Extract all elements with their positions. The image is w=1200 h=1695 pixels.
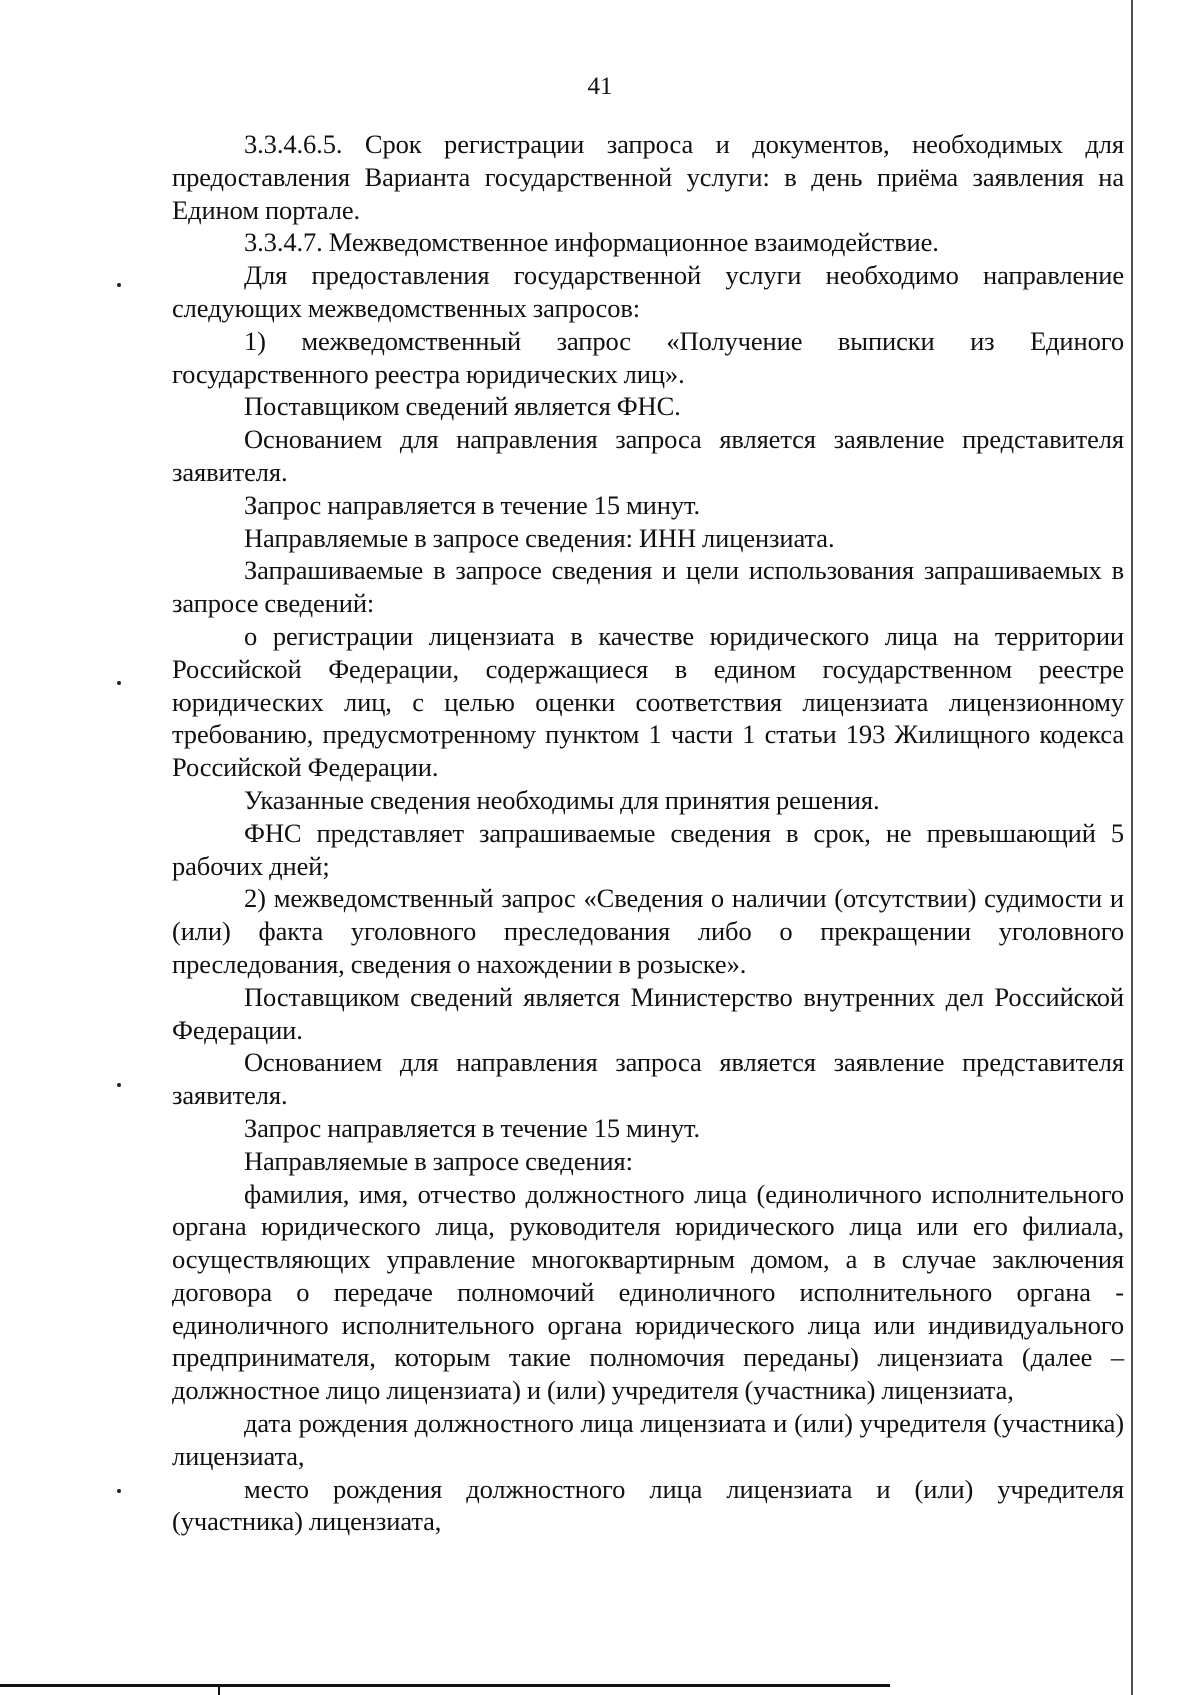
- paragraph-registration-info: о регистрации лицензиата в качестве юридического лица на территории Российской Федерации, содержащиеся в едином государственном реестре юридических лиц, с целью оценки соответствия лицензиата лицензионному требованию, предусмотренному пунктом 1 части 1 статьи 193 Жилищного кодекса Российской Федерации.: [172, 620, 1124, 783]
- paragraph-provider-fns: Поставщиком сведений является ФНС.: [244, 391, 681, 422]
- margin-mark: [117, 1083, 121, 1087]
- paragraph-timing-2: Запрос направляется в течение 15 минут.: [244, 1112, 701, 1143]
- paragraph-fns-deadline: ФНС представляет запрашиваемые сведения в срок, не превышающий 5 рабочих дней;: [172, 817, 1124, 881]
- paragraph-basis-1: Основанием для направления запроса является заявление представителя заявителя.: [172, 424, 1124, 487]
- paragraph-3-3-4-7-heading: 3.3.4.7. Межведомственное информационное взаимодействие.: [244, 227, 939, 258]
- paragraph-sent-data-2: Направляемые в запросе сведения:: [244, 1145, 633, 1176]
- paragraph-requested-data-1: Запрашиваемые в запросе сведения и цели использования запрашиваемых в запросе сведений:: [172, 555, 1124, 619]
- paragraph-request-2: 2) межведомственный запрос «Сведения о наличии (отсутствии) судимости и (или) факта уголовного преследования либо о прекращении уголовного преследования, сведения о нахождении в розыске».: [172, 883, 1124, 979]
- paragraph-basis-2: Основанием для направления запроса является заявление представителя заявителя.: [172, 1047, 1124, 1111]
- paragraph-timing-1: Запрос направляется в течение 15 минут.: [244, 489, 701, 520]
- paragraph-sent-data-1: Направляемые в запросе сведения: ИНН лицензиата.: [244, 522, 835, 553]
- paragraph-request-1: 1) межведомственный запрос «Получение выписки из Единого государственного реестра юридических лиц».: [172, 325, 1124, 389]
- paragraph-decision-note: Указанные сведения необходимы для принятия решения.: [244, 784, 880, 815]
- margin-mark: [117, 681, 121, 685]
- paragraph-full-name-item: фамилия, имя, отчество должностного лица (единоличного исполнительного органа юридического лица, руководителя юридического лица или его филиала, осуществляющих управление многоквартирным домом, а в случае заключения договора о передаче полномочий единоличного исполнительного органа - единоличного исполнительного органа юридического лица или индивидуального предпринимателя, которым такие полномочия переданы) лицензиата (далее – должностное лицо лицензиата) и (или) учредителя (участника) лицензиата,: [172, 1178, 1124, 1406]
- margin-mark: [117, 283, 121, 287]
- margin-mark: [117, 1489, 121, 1493]
- scan-bottom-border: [0, 1684, 890, 1695]
- paragraph-requests-intro: Для предоставления государственной услуги необходимо направление следующих межведомственных запросов:: [172, 260, 1124, 323]
- paragraph-3-3-4-6-5: 3.3.4.6.5. Срок регистрации запроса и документов, необходимых для предоставления Варианта государственной услуги: в день приёма заявления на Едином портале.: [172, 129, 1124, 225]
- scan-bottom-divider: [218, 1684, 220, 1695]
- scan-edge-line: [1131, 0, 1133, 1695]
- page-number: 41: [587, 73, 613, 100]
- paragraph-birth-place-item: место рождения должностного лица лицензиата и (или) учредителя (участника) лицензиата,: [172, 1473, 1124, 1537]
- document-body: [172, 128, 1124, 1538]
- paragraph-birth-date-item: дата рождения должностного лица лицензиата и (или) учредителя (участника) лицензиата,: [172, 1408, 1124, 1471]
- paragraph-provider-mvd: Поставщиком сведений является Министерство внутренних дел Российской Федерации.: [172, 981, 1124, 1045]
